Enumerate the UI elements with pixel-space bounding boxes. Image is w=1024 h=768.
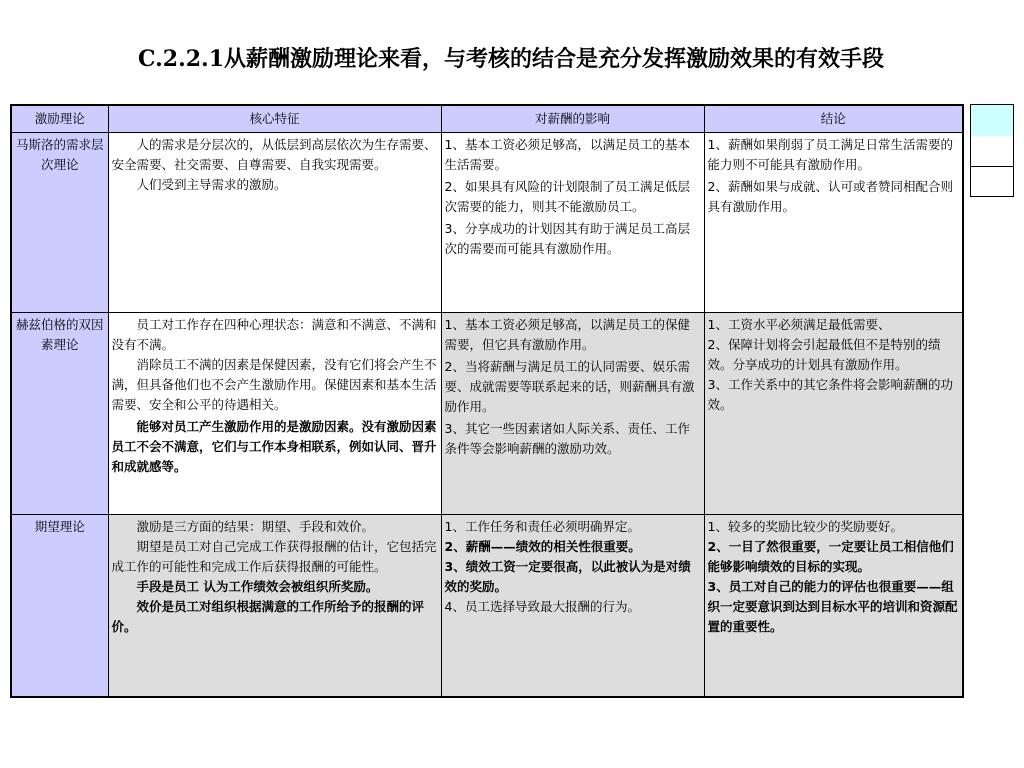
theory-table bbox=[10, 104, 964, 698]
impact-text: 2、如果具有风险的计划限制了员工满足低层次需要的能力，则其不能激励员工。 bbox=[444, 179, 690, 214]
side-box-highlight bbox=[970, 104, 1014, 137]
core-text: 手段是员工 认为工作绩效会被组织所奖励。 bbox=[136, 579, 379, 594]
conclusion-text: 3、员工对自己的能力的评估也很重要——组织一定要意识到达到目标水平的培训和资源配置的重要性。 bbox=[707, 579, 958, 634]
table-row bbox=[11, 313, 963, 515]
side-box bbox=[970, 167, 1014, 197]
impact-cell bbox=[441, 515, 704, 697]
table-row bbox=[11, 133, 963, 313]
conclusion-text: 2、一目了然很重要，一定要让员工相信他们能够影响绩效的目标的实现。 bbox=[707, 539, 954, 574]
conclusion-text: 2、薪酬如果与成就、认可或者赞同相配合则具有激励作用。 bbox=[707, 179, 953, 214]
theory-name: 期望理论 bbox=[11, 515, 108, 697]
core-text: 员工对工作存在四种心理状态：满意和不满意、不满和没有不满。 bbox=[111, 317, 437, 352]
page-title: C.2.2.1从薪酬激励理论来看，与考核的结合是充分发挥激励效果的有效手段 bbox=[138, 46, 885, 72]
header-conclusion: 结论 bbox=[704, 105, 963, 133]
side-box bbox=[970, 136, 1014, 167]
table-row bbox=[11, 515, 963, 697]
core-text: 激励是三方面的结果：期望、手段和效价。 bbox=[136, 519, 375, 534]
core-text: 人的需求是分层次的，从低层到高层依次为生存需要、安全需要、社交需要、自尊需要、自我实现需要。 bbox=[111, 137, 437, 172]
core-text: 消除员工不满的因素是保健因素，没有它们将会产生不满，但具备他们也不会产生激励作用。保健因素和基本生活需要、安全和公平的待遇相关。 bbox=[111, 357, 437, 412]
impact-cell bbox=[441, 313, 704, 515]
conclusion-text: 2、保障计划将会引起最低但不是特别的绩效。分享成功的计划具有激励作用。 bbox=[707, 337, 941, 372]
impact-text: 3、分享成功的计划因其有助于满足员工高层次的需要而可能具有激励作用。 bbox=[444, 221, 690, 256]
header-theory: 激励理论 bbox=[11, 105, 108, 133]
conclusion-cell bbox=[704, 515, 963, 697]
impact-text: 3、其它一些因素诸如人际关系、责任、工作条件等会影响薪酬的激励功效。 bbox=[444, 421, 690, 456]
conclusion-text: 1、较多的奖励比较少的奖励要好。 bbox=[707, 519, 903, 534]
impact-text: 1、基本工资必须足够高，以满足员工的基本生活需要。 bbox=[444, 137, 690, 172]
core-text: 效价是员工对组织根据满意的工作所给予的报酬的评价。 bbox=[111, 599, 425, 634]
conclusion-text: 1、薪酬如果削弱了员工满足日常生活需要的能力则不可能具有激励作用。 bbox=[707, 137, 953, 172]
theory-name: 赫兹伯格的双因素理论 bbox=[11, 313, 108, 515]
impact-text: 1、基本工资必须足够高，以满足员工的保健需要，但它具有激励作用。 bbox=[444, 317, 690, 352]
impact-text: 1、工作任务和责任必须明确界定。 bbox=[444, 519, 640, 534]
core-text: 能够对员工产生激励作用的是激励因素。没有激励因素员工不会不满意，它们与工作本身相联系，例如认同、晋升和成就感等。 bbox=[111, 419, 437, 474]
table-header-row bbox=[11, 105, 963, 133]
impact-text: 2、当将薪酬与满足员工的认同需要、娱乐需要、成就需要等联系起来的话，则薪酬具有激励作用。 bbox=[444, 359, 695, 414]
conclusion-cell bbox=[704, 133, 963, 313]
conclusion-cell bbox=[704, 313, 963, 515]
conclusion-text: 1、工资水平必须满足最低需要、 bbox=[707, 317, 891, 332]
impact-text: 2、薪酬——绩效的相关性很重要。 bbox=[444, 539, 641, 554]
core-cell bbox=[108, 313, 441, 515]
core-cell bbox=[108, 133, 441, 313]
core-text: 期望是员工对自己完成工作获得报酬的估计，它包括完成工作的可能性和完成工作后获得报酬的可能性。 bbox=[111, 539, 437, 574]
impact-text: 3、绩效工资一定要很高，以此被认为是对绩效的奖励。 bbox=[444, 559, 691, 594]
header-core: 核心特征 bbox=[108, 105, 441, 133]
core-cell bbox=[108, 515, 441, 697]
core-text: 人们受到主导需求的激励。 bbox=[136, 177, 287, 192]
conclusion-text: 3、工作关系中的其它条件将会影响薪酬的功效。 bbox=[707, 377, 953, 412]
header-impact: 对薪酬的影响 bbox=[441, 105, 704, 133]
impact-text: 4、员工选择导致最大报酬的行为。 bbox=[444, 599, 640, 614]
theory-name: 马斯洛的需求层次理论 bbox=[11, 133, 108, 313]
impact-cell bbox=[441, 133, 704, 313]
